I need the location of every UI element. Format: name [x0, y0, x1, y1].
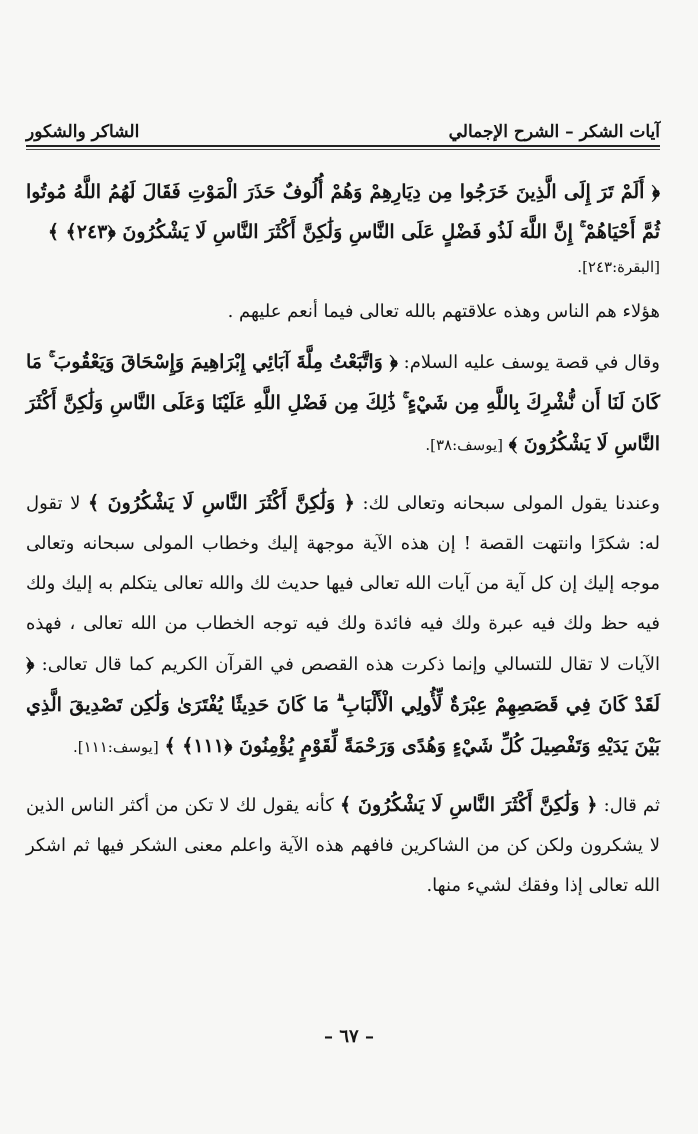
verse-most-people: ﴿ وَلَٰكِنَّ أَكْثَرَ النَّاسِ لَا يَشْكُرُونَ ﴾ [88, 492, 355, 514]
reference-yusuf-38: [يوسف:٣٨]. [425, 436, 504, 454]
verse-most-people-2: ﴿ وَلَٰكِنَّ أَكْثَرَ النَّاسِ لَا يَشْكُرُونَ ﴾ [339, 794, 598, 816]
running-header [26, 108, 660, 142]
verse-yusuf-111: ﴿ لَقَدْ كَانَ فِي قَصَصِهِمْ عِبْرَةٌ لِّأُولِي الْأَلْبَابِ ۗ مَا كَانَ حَدِيثًا يُفْتَرَىٰ وَلَٰكِن تَصْدِيقَ الَّذِي بَيْنَ يَدَيْهِ وَتَفْصِيلَ كُلِّ شَيْءٍ وَهُدًى وَرَحْمَةً لِّقَوْمٍ يُؤْمِنُونَ ﴿١١١﴾ ﴾ [26, 653, 660, 757]
verse-baqarah-243: ﴿ أَلَمْ تَرَ إِلَى الَّذِينَ خَرَجُوا مِن دِيَارِهِمْ وَهُمْ أُلُوفٌ حَذَرَ الْمَوْتِ فَقَالَ لَهُمُ اللَّهُ مُوتُوا ثُمَّ أَحْيَاهُمْ ۚ إِنَّ اللَّهَ لَذُو فَضْلٍ عَلَى النَّاسِ وَلَٰكِنَّ أَكْثَرَ النَّاسِ لَا يَشْكُرُونَ ﴿٢٤٣﴾ ﴾ [26, 181, 660, 243]
verse-yusuf-38: ﴿ وَاتَّبَعْتُ مِلَّةَ آبَائِي إِبْرَاهِيمَ وَإِسْحَاقَ وَيَعْقُوبَ ۚ مَا كَانَ لَنَا أَن نُّشْرِكَ بِاللَّهِ مِن شَيْءٍ ۚ ذَٰلِكَ مِن فَضْلِ اللَّهِ عَلَيْنَا وَعَلَى النَّاسِ وَلَٰكِنَّ أَكْثَرَ النَّاسِ لَا يَشْكُرُونَ ﴾ [26, 351, 660, 455]
header-rule [26, 145, 660, 147]
paragraph-people: هؤلاء هم الناس وهذه علاقتهم بالله تعالى فيما أنعم عليهم . [227, 301, 660, 322]
yusuf-intro: وقال في قصة يوسف عليه السلام: [403, 352, 660, 373]
page-number: – ٦٧ – [324, 1026, 374, 1047]
conclusion-intro: ثم قال: [603, 795, 660, 816]
header-section-title: آيات الشكر – الشرح الإجمالي [448, 122, 660, 142]
lesson-intro: وعندنا يقول المولى سبحانه وتعالى لك: [362, 493, 660, 514]
header-rule-thin [26, 149, 660, 150]
paragraph-yusuf [26, 342, 660, 465]
reference-yusuf-111: [يوسف:١١١]. [72, 738, 159, 756]
page-body [26, 172, 660, 906]
reference-baqarah: [البقرة:٢٤٣]. [577, 258, 660, 276]
paragraph-conclusion [26, 785, 660, 906]
paragraph-lesson [26, 483, 660, 767]
header-chapter-title: الشاكر والشكور [26, 122, 140, 142]
lesson-text: لا تقول له: شكرًا وانتهت القصة ! إن هذه الآية موجهة إليك وخطاب المولى سبحانه وتعالى موجه إليك إن كل آية من آيات الله تعالى فيها حديث لك والله تعالى يتكلم به إليك ولك فيه حظ ولك فيه عبرة ولك فيه فائدة ولك فيه توجه الخطاب من الله تعالى ، فهذه الآيات لا تقال للتسالي وإنما ذكرت هذه القصص في القرآن الكريم كما قال تعالى: [26, 493, 660, 675]
conclusion-text: كأنه يقول لك لا تكن من أكثر الناس الذين لا يشكرون ولكن كن من الشاكرين فافهم هذه الآية واعلم معنى الشكر فيها ثم اشكر الله تعالى إذا وفقك لشيء منها. [26, 795, 660, 896]
